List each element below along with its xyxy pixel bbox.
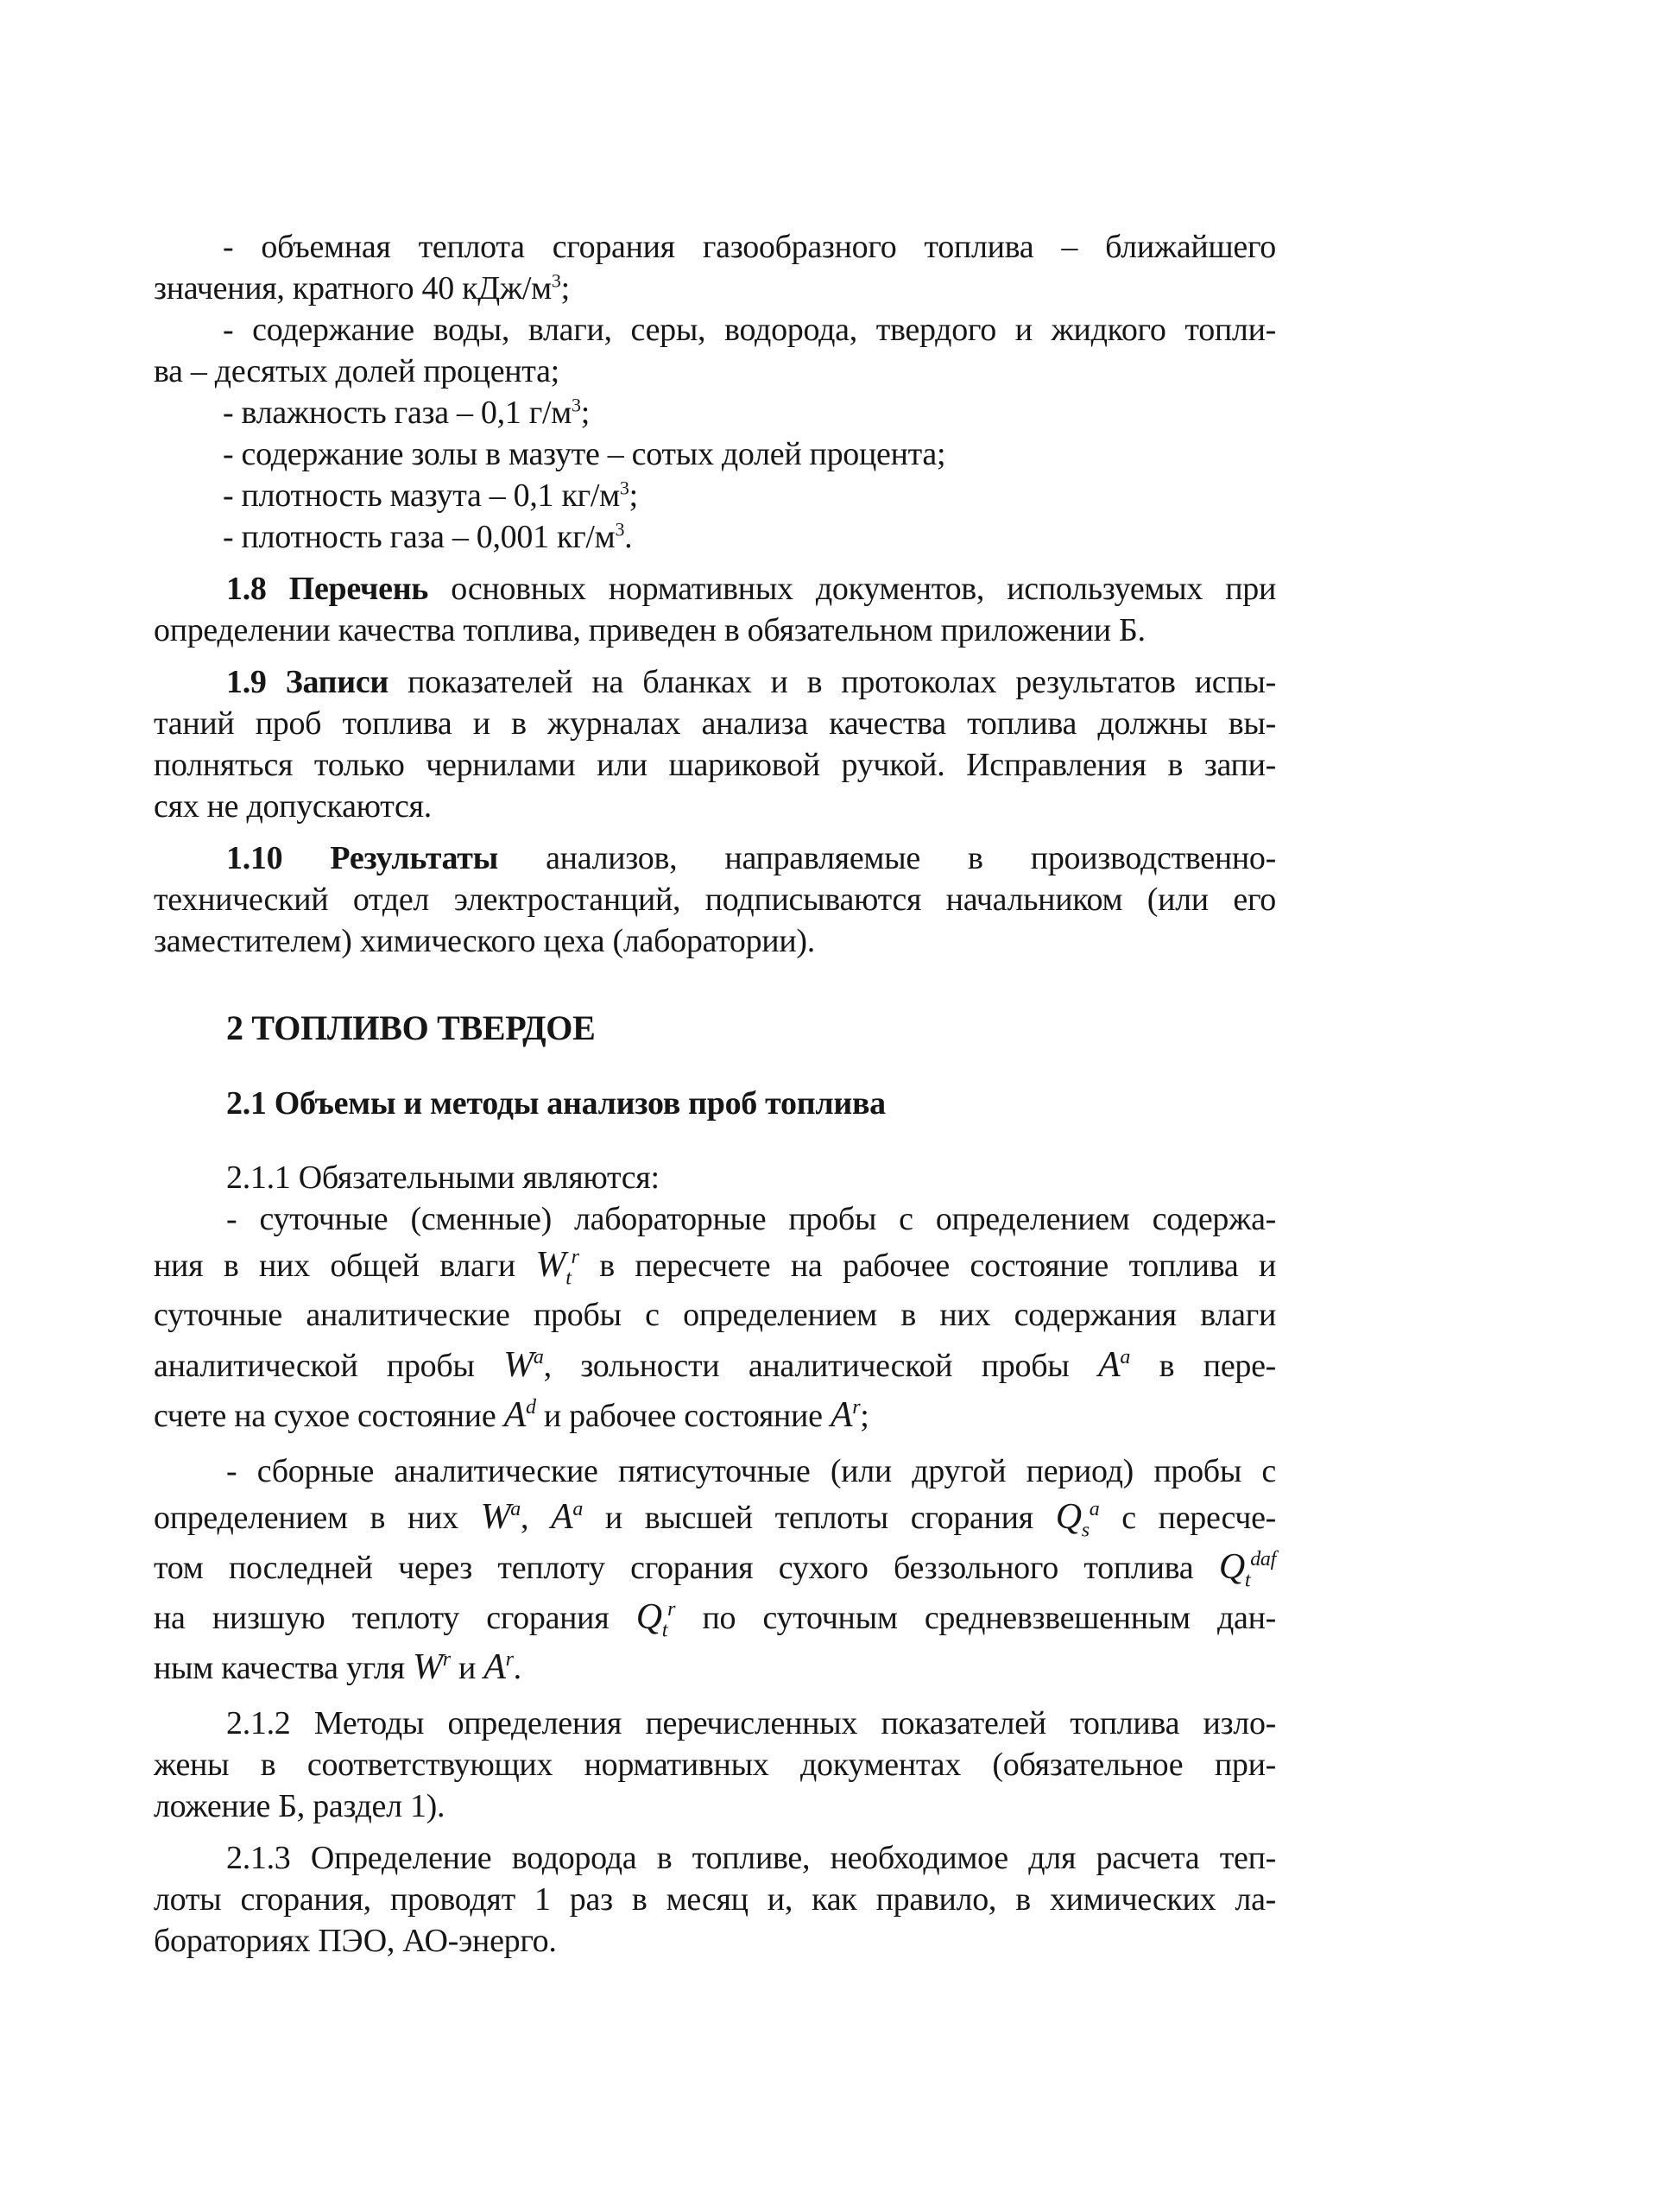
section-number: 1.10 — [226, 840, 283, 876]
paragraph-line — [154, 568, 1276, 610]
list-item-gas-density — [154, 516, 1276, 558]
symbol-letter: A — [483, 1647, 506, 1687]
symbol-superscript: daf — [1250, 1548, 1276, 1571]
paragraph-line — [154, 1390, 1276, 1440]
paragraph-line: определении качества топлива, приведен в обязательном приложении Б. — [154, 612, 1146, 648]
superscript: 3 — [572, 394, 581, 416]
text-run: ; — [629, 477, 638, 514]
list-item-water-content — [154, 309, 1276, 392]
symbol-letter: W — [413, 1647, 443, 1687]
paragraph-line: технический отдел электростанций, подписываются начальником (или его — [154, 882, 1276, 918]
paragraph-line — [154, 1492, 1276, 1542]
paragraph-line: ложение Б, раздел 1). — [154, 1788, 445, 1824]
paragraph-line: суточные аналитические пробы с определением в них содержания влаги — [154, 1297, 1276, 1333]
paragraph-1-8 — [154, 568, 1276, 651]
paragraph-line — [154, 1240, 1276, 1290]
list-item-line — [154, 268, 1276, 309]
symbol-daf-calorific — [1218, 1547, 1276, 1592]
symbol-superscript: r — [505, 1648, 514, 1671]
text-run: и — [458, 1650, 477, 1686]
text-run: и высшей теплоты сгорания — [604, 1500, 1033, 1536]
text-column — [154, 226, 1276, 1962]
text-run: счете на сухое состояние — [154, 1398, 496, 1434]
symbol-letter: A — [551, 1497, 573, 1537]
symbol-letter: Q — [635, 1597, 662, 1637]
paragraph-line: 2.1.1 Обязательными являются: — [226, 1160, 660, 1196]
symbol-superscript: a — [1120, 1346, 1131, 1368]
paragraph-line: заместителем) химического цеха (лаборатории). — [154, 923, 815, 959]
paragraph-line — [154, 1642, 1276, 1692]
text-run: ; — [580, 395, 590, 431]
section-subheading: 2.1 Объемы и методы анализов проб топлива — [226, 1085, 886, 1122]
text-run: . — [513, 1650, 521, 1686]
superscript: 3 — [551, 269, 561, 292]
text-run: анализов, направляемые в производственно- — [546, 840, 1276, 876]
paragraph-line: жены в соответствующих нормативных документах (обязательное при- — [154, 1747, 1276, 1783]
symbol-working-ash — [831, 1395, 860, 1435]
paragraph-line: 2.1.2 Методы определения перечисленных показателей топлива изло- — [226, 1705, 1276, 1741]
text-run: на низшую теплоту сгорания — [154, 1600, 610, 1636]
section-number: 1.9 — [226, 664, 267, 700]
symbol-total-moisture — [535, 1245, 579, 1290]
symbol-subscript: s — [1081, 1519, 1090, 1542]
text-run: - влажность газа – 0,1 г/м — [223, 395, 572, 431]
list-item-ash-mazut: - содержание золы в мазуте – сотых долей процента; — [223, 436, 946, 472]
paragraph-line: 2.1.3 Определение водорода в топливе, необходимое для расчета теп- — [226, 1840, 1276, 1876]
text-run: ; — [560, 270, 570, 307]
text-run: с пересче- — [1121, 1500, 1277, 1536]
text-run: , — [521, 1500, 529, 1536]
symbol-superscript: d — [525, 1396, 536, 1419]
paragraph-line: - сборные аналитические пятисуточные (или другой период) пробы с — [226, 1453, 1276, 1489]
paragraph-line — [154, 1542, 1276, 1592]
text-run: по суточным средневзвешенным дан- — [702, 1600, 1277, 1636]
symbol-letter: W — [503, 1345, 534, 1385]
superscript: 3 — [619, 477, 629, 499]
paragraph-line: таний проб топлива и в журналах анализа качества топлива должны вы- — [154, 705, 1276, 742]
symbol-superscript: r — [571, 1246, 579, 1268]
paragraph-2-1-2 — [154, 1703, 1276, 1827]
symbol-subscript: t — [565, 1267, 572, 1290]
text-run: . — [624, 519, 633, 555]
paragraph-2-1-3 — [154, 1837, 1276, 1962]
text-run: - плотность мазута – 0,1 кг/м — [223, 477, 620, 514]
symbol-superscript: r — [667, 1598, 676, 1621]
paragraph-line: - суточные (сменные) лабораторные пробы с определением содержа- — [226, 1201, 1276, 1237]
paragraph-line: сях не допускаются. — [154, 788, 432, 825]
symbol-subscript: t — [661, 1619, 668, 1642]
superscript: 3 — [615, 518, 625, 540]
symbol-working-moisture — [413, 1647, 451, 1687]
paragraph-line: бораториях ПЭО, АО-энерго. — [154, 1923, 557, 1959]
chapter-heading: 2 ТОПЛИВО ТВЕРДОЕ — [226, 1008, 596, 1047]
symbol-letter: Q — [1218, 1547, 1245, 1587]
symbol-analytic-ash — [1098, 1345, 1130, 1385]
text-run: в пересчете на рабочее состояние топлива и — [599, 1248, 1277, 1284]
paragraph-line: полняться только чернилами или шариковой ручкой. Исправления в запи- — [154, 747, 1276, 783]
symbol-letter: W — [480, 1497, 511, 1537]
symbol-gross-calorific — [1055, 1497, 1100, 1542]
text-run: значения, кратного 40 кДж/м — [154, 270, 552, 307]
symbol-dry-ash — [504, 1395, 536, 1435]
text-run: основных нормативных документов, используемых при — [451, 571, 1276, 607]
text-run: в пере- — [1159, 1348, 1277, 1384]
list-item-line: - объемная теплота сгорания газообразного топлива – ближайшего — [223, 229, 1276, 265]
paragraph-line — [154, 1592, 1276, 1642]
text-run: показателей на бланках и в протоколах результатов испы- — [407, 664, 1276, 700]
symbol-superscript: a — [510, 1498, 521, 1520]
bold-term: Записи — [285, 664, 389, 700]
symbol-superscript: a — [1089, 1498, 1100, 1520]
text-run: , зольности аналитической пробы — [543, 1348, 1070, 1384]
section-number: 1.8 — [226, 571, 267, 607]
symbol-working-ash — [483, 1647, 513, 1687]
text-run: - плотность газа – 0,001 кг/м — [223, 519, 616, 555]
paragraph-line — [154, 1340, 1276, 1390]
text-run: ния в них общей влаги — [154, 1248, 515, 1284]
list-item-gas-humidity — [154, 392, 1276, 433]
paragraph-2-1-1 — [154, 1157, 1276, 1692]
precision-list — [154, 226, 1276, 558]
symbol-analytic-ash — [551, 1497, 583, 1537]
symbol-subscript: t — [1244, 1569, 1251, 1592]
list-item-volumetric-heat — [154, 226, 1276, 309]
symbol-letter: A — [1098, 1345, 1121, 1385]
paragraph-line — [154, 661, 1276, 703]
paragraph-1-10 — [154, 837, 1276, 962]
symbol-net-calorific — [635, 1597, 676, 1642]
symbol-superscript: r — [442, 1648, 451, 1671]
symbol-letter: W — [535, 1245, 566, 1285]
list-item-line: ва – десятых долей процента; — [154, 353, 559, 389]
bold-term: Перечень — [288, 571, 429, 607]
symbol-superscript: r — [852, 1396, 861, 1419]
list-item-line: - содержание воды, влаги, серы, водорода, твердого и жидкого топли- — [223, 312, 1276, 348]
list-item-mazut-density — [154, 475, 1276, 516]
text-run: ; — [860, 1398, 869, 1434]
symbol-letter: A — [503, 1395, 526, 1435]
symbol-analytic-moisture — [481, 1497, 521, 1537]
paragraph-1-9 — [154, 661, 1276, 827]
text-run: и рабочее состояние — [543, 1398, 823, 1434]
text-run: том последней через теплоту сгорания сухого беззольного топлива — [154, 1550, 1194, 1586]
bold-term: Результаты — [330, 840, 498, 876]
text-run: определением в них — [154, 1500, 458, 1536]
paragraph-line — [154, 837, 1276, 879]
symbol-analytic-moisture — [503, 1345, 543, 1385]
text-run: аналитической пробы — [154, 1348, 475, 1384]
symbol-letter: A — [830, 1395, 853, 1435]
symbol-superscript: a — [533, 1346, 544, 1368]
symbol-letter: Q — [1055, 1497, 1082, 1537]
paragraph-line: лоты сгорания, проводят 1 раз в месяц и, как правило, в химических ла- — [154, 1881, 1276, 1918]
symbol-superscript: a — [572, 1498, 584, 1520]
text-run: ным качества угля — [154, 1650, 405, 1686]
